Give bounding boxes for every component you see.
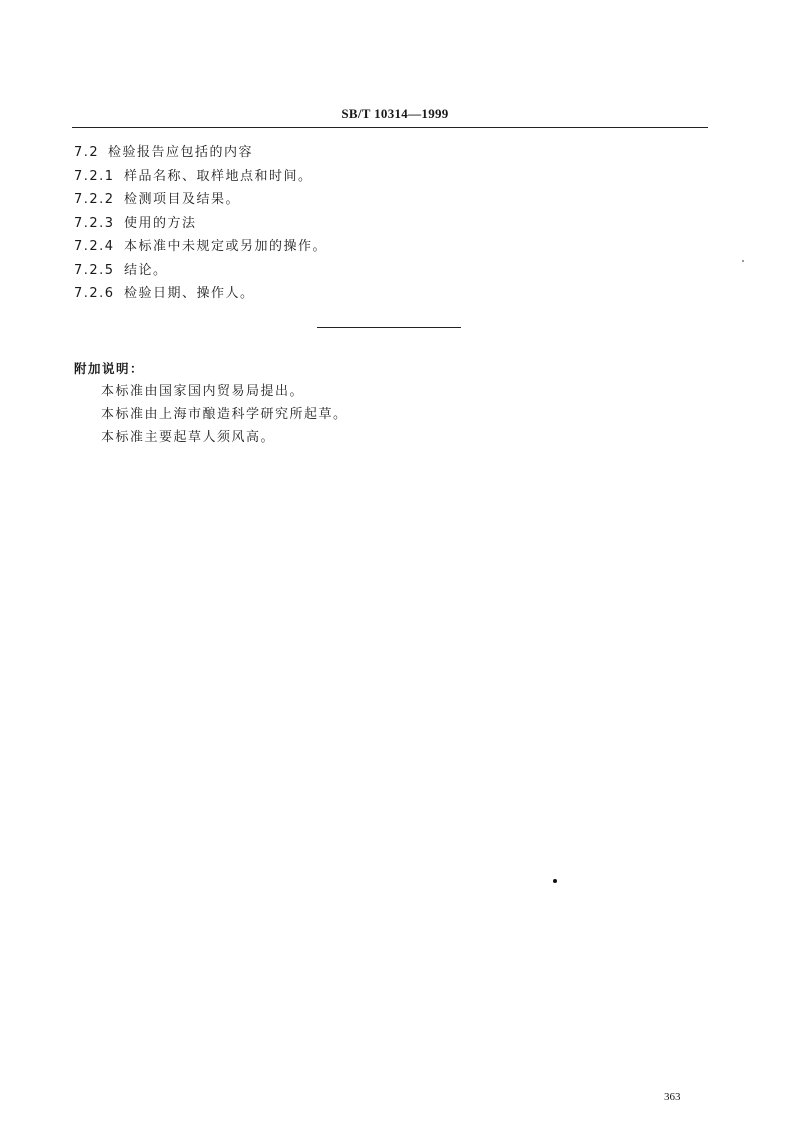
clause-text: 本标准中未规定或另加的操作。 xyxy=(124,239,328,254)
clause-item xyxy=(74,188,674,212)
clause-number: 7.2.2 xyxy=(74,192,115,207)
scan-speck xyxy=(553,879,557,883)
end-of-standard-rule xyxy=(317,327,461,328)
clause-item xyxy=(74,212,674,236)
section-heading xyxy=(74,141,674,165)
note-line: 本标准由上海市酿造科学研究所起草。 xyxy=(101,407,348,422)
clause-text: 样品名称、取样地点和时间。 xyxy=(124,168,313,184)
note-line: 本标准主要起草人须风高。 xyxy=(101,430,276,445)
section-title: 检验报告应包括的内容 xyxy=(108,145,254,160)
clause-text: 使用的方法 xyxy=(124,215,197,231)
section-number: 7.2 xyxy=(74,145,100,160)
inspection-report-clauses xyxy=(74,141,674,306)
clause-text: 检验日期、操作人。 xyxy=(124,286,255,301)
clause-item xyxy=(74,259,674,283)
page-number: 363 xyxy=(664,1091,681,1103)
clause-text: 检测项目及结果。 xyxy=(124,192,241,207)
clause-item xyxy=(74,165,674,189)
clause-item xyxy=(74,235,674,259)
clause-item xyxy=(74,282,674,306)
clause-number: 7.2.5 xyxy=(74,262,115,278)
clause-number: 7.2.4 xyxy=(74,239,115,254)
standard-code-header: SB/T 10314—1999 xyxy=(341,106,449,121)
clause-number: 7.2.6 xyxy=(74,286,115,301)
scan-speck xyxy=(742,260,744,262)
clause-text: 结论。 xyxy=(124,262,168,278)
note-line: 本标准由国家国内贸易局提出。 xyxy=(101,384,305,399)
clause-number: 7.2.1 xyxy=(74,168,115,184)
clause-number: 7.2.3 xyxy=(74,215,115,231)
additional-notes xyxy=(74,358,674,449)
header-divider xyxy=(72,127,708,128)
notes-title: 附加说明： xyxy=(74,361,145,376)
